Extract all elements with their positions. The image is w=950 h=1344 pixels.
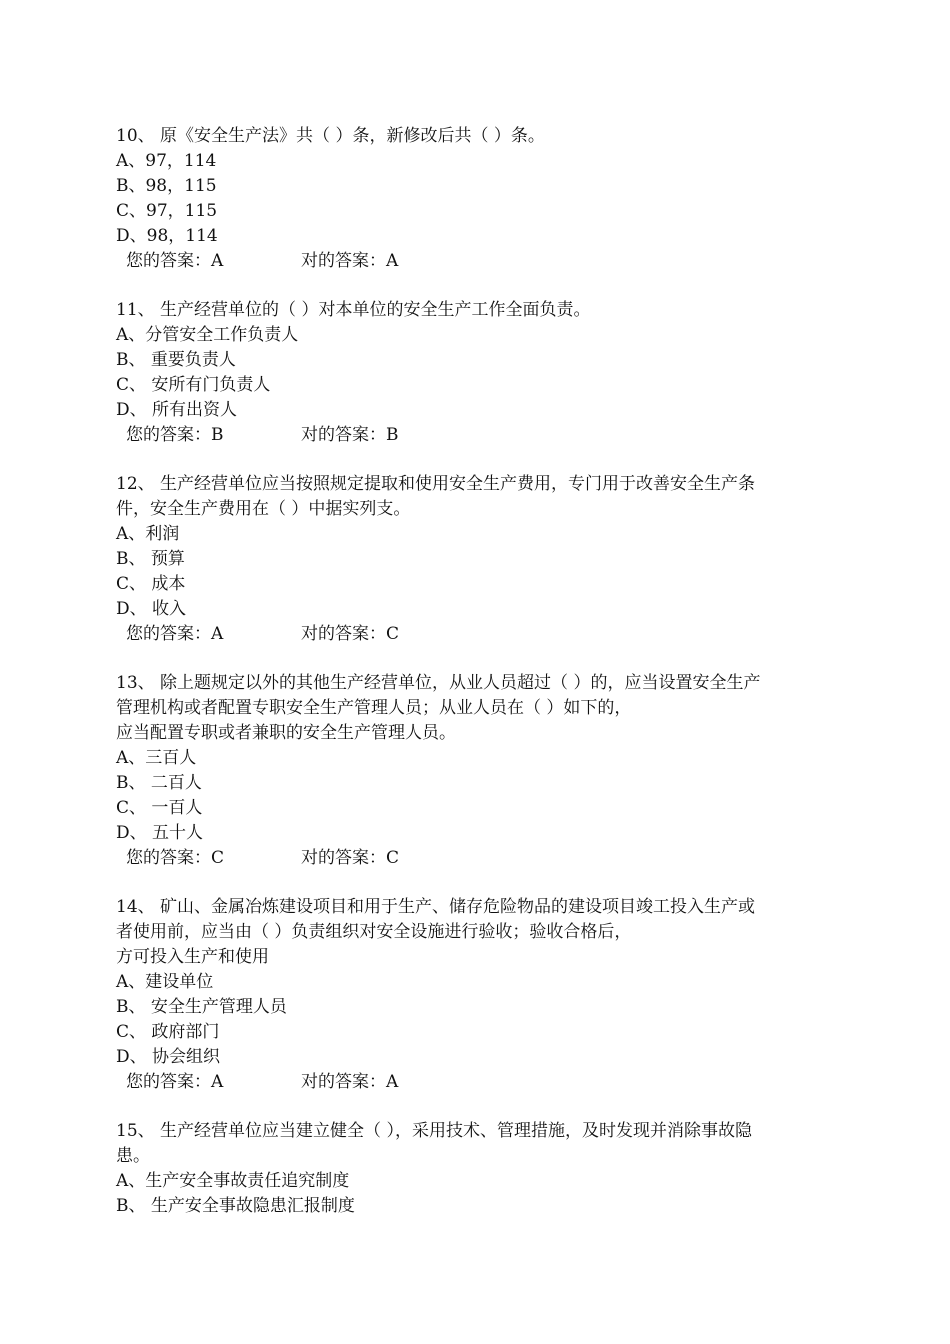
option-d: D、98，114 [116, 226, 218, 246]
correct-answer: 对的答案：A [301, 1072, 399, 1092]
question-stem-continued: 应当配置专职或者兼职的安全生产管理人员。 [116, 723, 456, 743]
question-13 [116, 671, 836, 871]
option-b: B、 安全生产管理人员 [116, 997, 287, 1017]
option-b: B、 二百人 [116, 773, 202, 793]
question-stem: 13、 除上题规定以外的其他生产经营单位，从业人员超过（ ）的，应当设置安全生产 [116, 673, 761, 693]
option-c: C、 安所有门负责人 [116, 375, 271, 395]
your-answer: 您的答案：A [126, 251, 224, 271]
option-b: B、 重要负责人 [116, 350, 236, 370]
option-b: B、98，115 [116, 176, 217, 196]
option-a: A、97，114 [116, 151, 217, 171]
option-d: D、 五十人 [116, 823, 204, 843]
option-a: A、分管安全工作负责人 [116, 325, 299, 345]
option-a: A、三百人 [116, 748, 197, 768]
answer-row [116, 423, 836, 448]
correct-answer: 对的答案：C [301, 848, 400, 868]
question-stem: 15、 生产经营单位应当建立健全（ ），采用技术、管理措施，及时发现并消除事故隐 [116, 1121, 752, 1141]
question-stem-continued: 件，安全生产费用在（ ）中据实列支。 [116, 499, 411, 519]
question-stem: 12、 生产经营单位应当按照规定提取和使用安全生产费用，专门用于改善安全生产条 [116, 474, 756, 494]
question-stem-continued: 者使用前，应当由（ ）负责组织对安全设施进行验收；验收合格后， [116, 922, 632, 942]
question-14 [116, 895, 836, 1095]
question-15 [116, 1119, 836, 1219]
option-d: D、 所有出资人 [116, 400, 238, 420]
your-answer: 您的答案：B [126, 425, 224, 445]
question-stem: 14、 矿山、金属冶炼建设项目和用于生产、储存危险物品的建设项目竣工投入生产或 [116, 897, 756, 917]
your-answer: 您的答案：A [126, 624, 224, 644]
question-stem-continued: 患。 [116, 1146, 150, 1166]
your-answer: 您的答案：C [126, 848, 225, 868]
answer-row [116, 1070, 836, 1095]
correct-answer: 对的答案：C [301, 624, 400, 644]
option-a: A、建设单位 [116, 972, 214, 992]
option-a: A、生产安全事故责任追究制度 [116, 1171, 350, 1191]
answer-row [116, 846, 836, 871]
option-c: C、 政府部门 [116, 1022, 220, 1042]
question-stem: 10、 原《安全生产法》共（ ）条，新修改后共（ ）条。 [116, 126, 545, 146]
option-d: D、 协会组织 [116, 1047, 221, 1067]
question-stem: 11、 生产经营单位的（ ）对本单位的安全生产工作全面负责。 [116, 300, 591, 320]
question-10 [116, 124, 836, 274]
question-11 [116, 298, 836, 448]
correct-answer: 对的答案：B [301, 425, 399, 445]
question-12 [116, 472, 836, 647]
option-a: A、利润 [116, 524, 180, 544]
document-page [116, 124, 836, 1243]
answer-row [116, 622, 836, 647]
option-c: C、97，115 [116, 201, 218, 221]
correct-answer: 对的答案：A [301, 251, 399, 271]
question-stem-continued: 方可投入生产和使用 [116, 947, 269, 967]
option-b: B、 生产安全事故隐患汇报制度 [116, 1196, 355, 1216]
option-b: B、 预算 [116, 549, 185, 569]
your-answer: 您的答案：A [126, 1072, 224, 1092]
option-d: D、 收入 [116, 599, 187, 619]
answer-row [116, 249, 836, 274]
question-stem-continued: 管理机构或者配置专职安全生产管理人员；从业人员在（ ）如下的， [116, 698, 632, 718]
option-c: C、 成本 [116, 574, 186, 594]
option-c: C、 一百人 [116, 798, 203, 818]
